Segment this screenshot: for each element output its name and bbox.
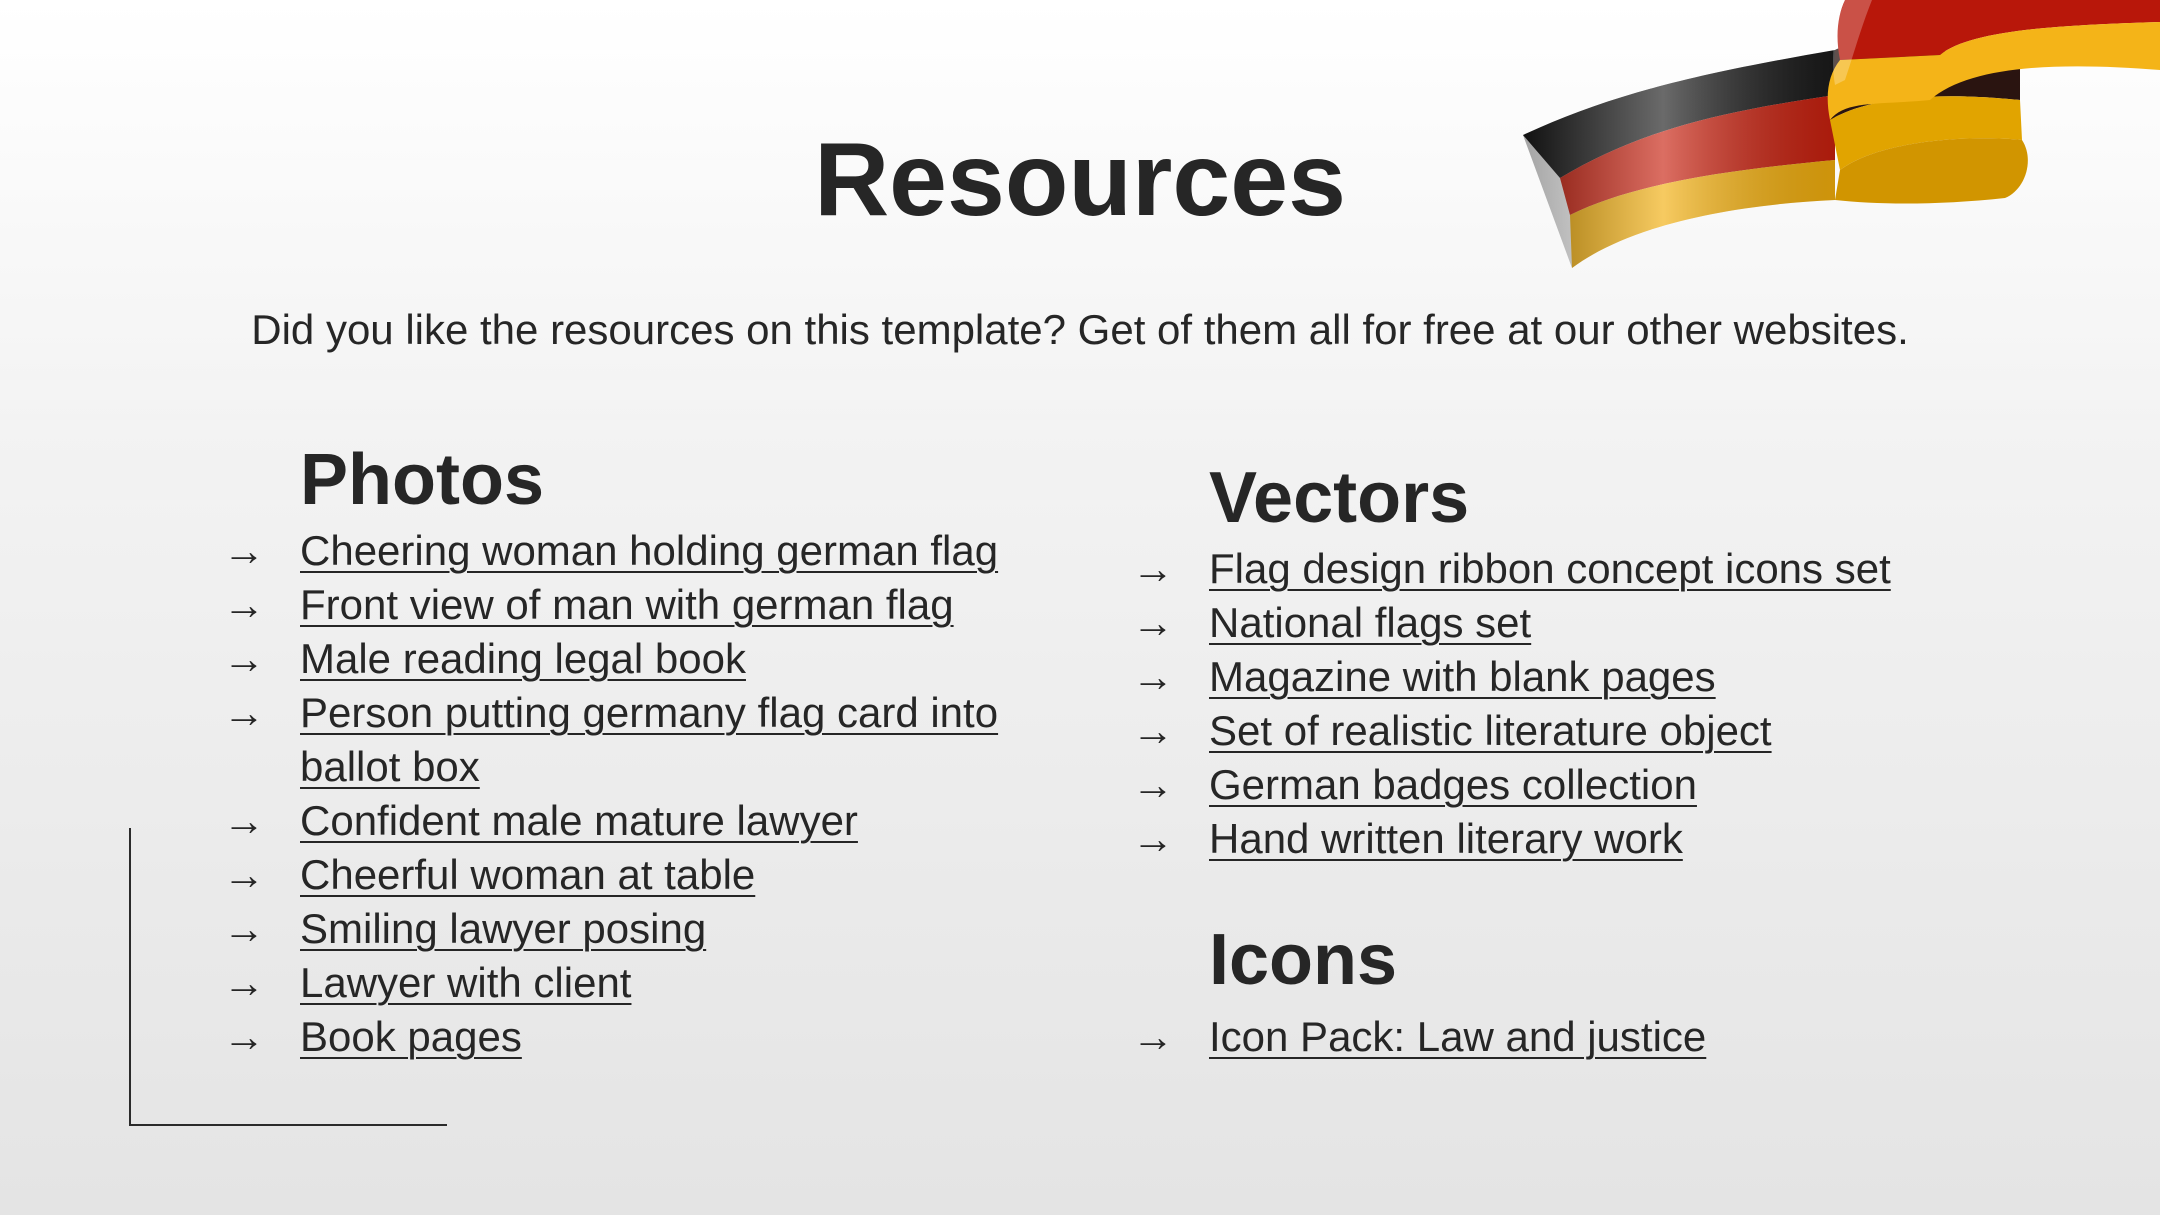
arrow-right-icon: → — [1132, 653, 1174, 700]
arrow-right-icon: → — [1132, 599, 1174, 646]
photos-heading: Photos — [300, 440, 544, 520]
vectors-heading: Vectors — [1209, 458, 1470, 538]
list-item — [1132, 812, 2092, 866]
photo-link[interactable]: Smiling lawyer posing — [300, 905, 707, 952]
corner-bracket-decoration — [129, 828, 447, 1126]
arrow-right-icon: → — [1132, 815, 1174, 862]
icon-pack-link[interactable]: Icon Pack: Law and justice — [1209, 1013, 1707, 1060]
arrow-right-icon: → — [223, 527, 265, 574]
vector-link[interactable]: Magazine with blank pages — [1209, 653, 1716, 700]
list-item — [1132, 650, 2092, 704]
page-subtitle: Did you like the resources on this template? Get of them all for free at our other websites. — [251, 306, 1909, 353]
arrow-right-icon: → — [1132, 545, 1174, 592]
arrow-right-icon: → — [223, 905, 265, 952]
arrow-right-icon: → — [223, 959, 265, 1006]
list-item — [1132, 596, 2092, 650]
arrow-right-icon: → — [223, 581, 265, 628]
icons-list — [1132, 1010, 2092, 1064]
list-item — [223, 524, 1103, 578]
arrow-right-icon: → — [1132, 761, 1174, 808]
vector-link[interactable]: Flag design ribbon concept icons set — [1209, 545, 1891, 592]
list-item — [1132, 704, 2092, 758]
list-item — [223, 632, 1103, 686]
list-item — [1132, 542, 2092, 596]
page-title: Resources — [814, 122, 1346, 238]
photo-link[interactable]: Book pages — [300, 1013, 522, 1060]
list-item — [1132, 1010, 2092, 1064]
photo-link[interactable]: Cheering woman holding german flag — [300, 527, 999, 574]
vector-link[interactable]: Hand written literary work — [1209, 815, 1683, 862]
vector-link[interactable]: National flags set — [1209, 599, 1532, 646]
arrow-right-icon: → — [223, 851, 265, 898]
photo-link[interactable]: Person putting germany flag card into ballot box — [300, 689, 999, 790]
photo-link[interactable]: Male reading legal book — [300, 635, 746, 682]
photo-link[interactable]: Lawyer with client — [300, 959, 632, 1006]
photo-link[interactable]: Cheerful woman at table — [300, 851, 756, 898]
arrow-right-icon: → — [1132, 707, 1174, 754]
vector-link[interactable]: German badges collection — [1209, 761, 1697, 808]
list-item — [223, 578, 1103, 632]
vector-link[interactable]: Set of realistic literature object — [1209, 707, 1772, 754]
arrow-right-icon: → — [1132, 1013, 1174, 1060]
arrow-right-icon: → — [223, 797, 265, 844]
list-item — [1132, 758, 2092, 812]
vectors-list — [1132, 542, 2092, 866]
list-item — [223, 686, 1103, 794]
photo-link[interactable]: Confident male mature lawyer — [300, 797, 858, 844]
arrow-right-icon: → — [223, 1013, 265, 1060]
icons-heading: Icons — [1209, 920, 1398, 1000]
arrow-right-icon: → — [223, 635, 265, 682]
arrow-right-icon: → — [223, 689, 265, 736]
photo-link[interactable]: Front view of man with german flag — [300, 581, 954, 628]
